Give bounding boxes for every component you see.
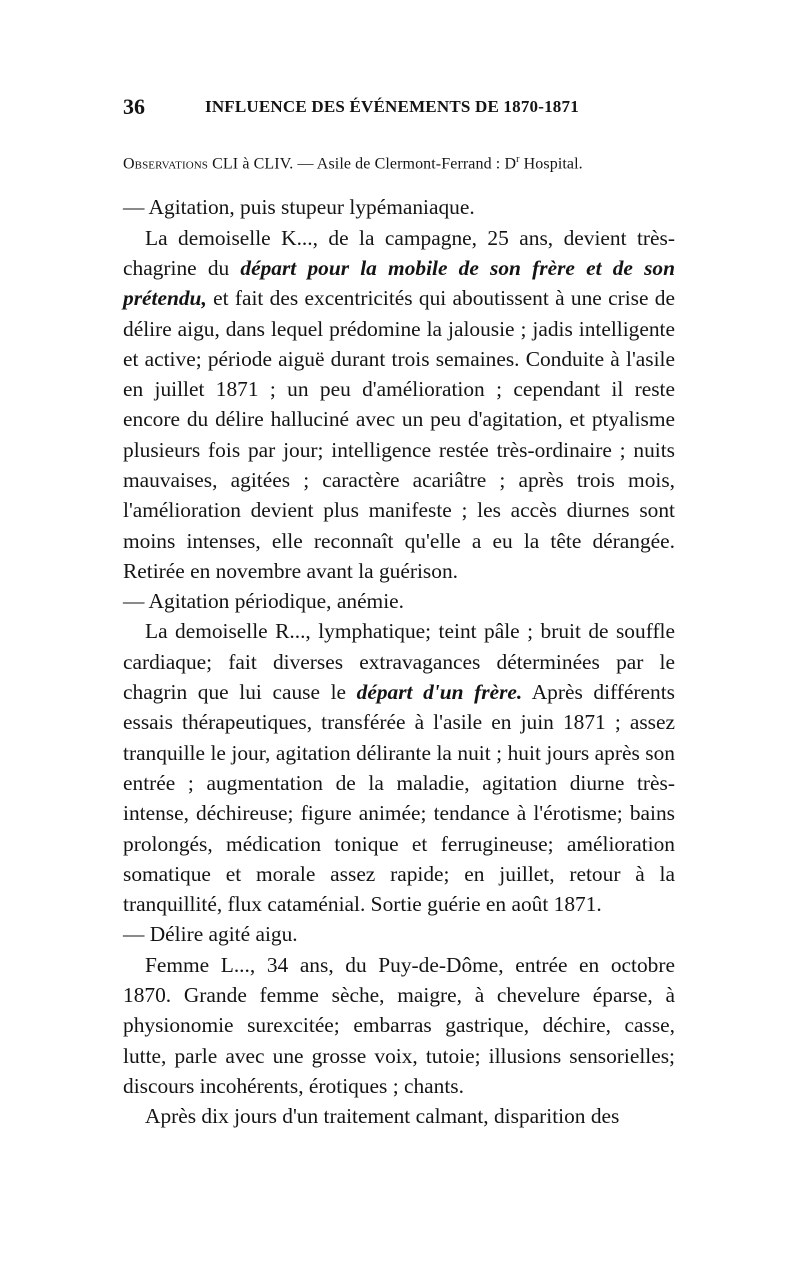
paragraph-text: Femme L..., 34 ans, du Puy-de-Dôme, entrée en octobre 1870. Grande femme sèche, maigre, à chevelure éparse, à physionomie surexcitée; embarras gastrique, déchire, casse, lutte, parle avec une grosse voix, tutoie; illusions sensorielles; discours incohérents, érotiques ; chants. (123, 952, 675, 1098)
observation-paragraph (123, 223, 675, 587)
emphasized-text: départ pour la mobile de son frère et de son prétendu, (123, 255, 675, 311)
observations-author: Hospital. (523, 155, 583, 173)
paragraph-text: La demoiselle K..., de la campagne, 25 ans, devient très-chagrine du (123, 225, 675, 280)
running-title: INFLUENCE DES ÉVÉNEMENTS DE 1870-1871 (205, 97, 579, 116)
observation-paragraph (123, 616, 675, 919)
observation-title: — Agitation périodique, anémie. (123, 589, 404, 614)
observation-paragraph (123, 1101, 675, 1131)
observation-title: — Agitation, puis stupeur lypémaniaque. (123, 195, 475, 220)
observations-heading (123, 150, 675, 174)
paragraph-text: Après dix jours d'un traitement calmant, disparition des (145, 1104, 620, 1129)
observation-paragraph (123, 950, 675, 1101)
book-page (123, 94, 675, 1132)
observation-title: — Délire agité aigu. (123, 922, 298, 947)
page-number: 36 (123, 94, 145, 119)
emphasized-text: départ d'un frère. (356, 680, 523, 705)
paragraph-text: Après différents essais thérapeutiques, transférée à l'asile en juin 1871 ; assez tranquille le jour, agitation délirante la nuit ; huit jours après son entrée ; augmentation de la maladie, agitation diurne très-intense, déchireuse; figure animée; tendance à l'érotisme; bains prolongés, médication tonique et ferrugineuse; amélioration somatique et morale assez rapide; en juillet, retour à la tranquillité, flux cataménial. Sortie guérie en août 1871. (123, 680, 675, 917)
body-text (123, 192, 675, 1131)
page-header (123, 94, 675, 124)
observations-range: CLI à CLIV. — Asile de Clermont-Ferrand : D (212, 155, 517, 173)
observations-label: Observations (123, 155, 209, 173)
paragraph-text: La demoiselle R..., lymphatique; teint pâle ; bruit de souffle cardiaque; fait diverses extravagances déterminées par le chagrin que lui cause le (123, 619, 675, 705)
doctor-superscript: r (516, 154, 520, 165)
paragraph-text: et fait des excentricités qui aboutissent à une crise de délire aigu, dans lequel prédomine la jalousie ; jadis intelligente et active; période aiguë durant trois semaines. Conduite à l'asile en juillet 1871 ; un peu d'amélioration ; cependant il reste encore du délire halluciné avec un peu d'agitation, et ptyalisme plusieurs fois par jour; intelligence restée très-ordinaire ; nuits mauvaises, agitées ; caractère acariâtre ; après trois mois, l'amélioration devient plus manifeste ; les accès diurnes sont moins intenses, elle reconnaît qu'elle a eu la tête dérangée. Retirée en novembre avant la guérison. (123, 286, 675, 583)
